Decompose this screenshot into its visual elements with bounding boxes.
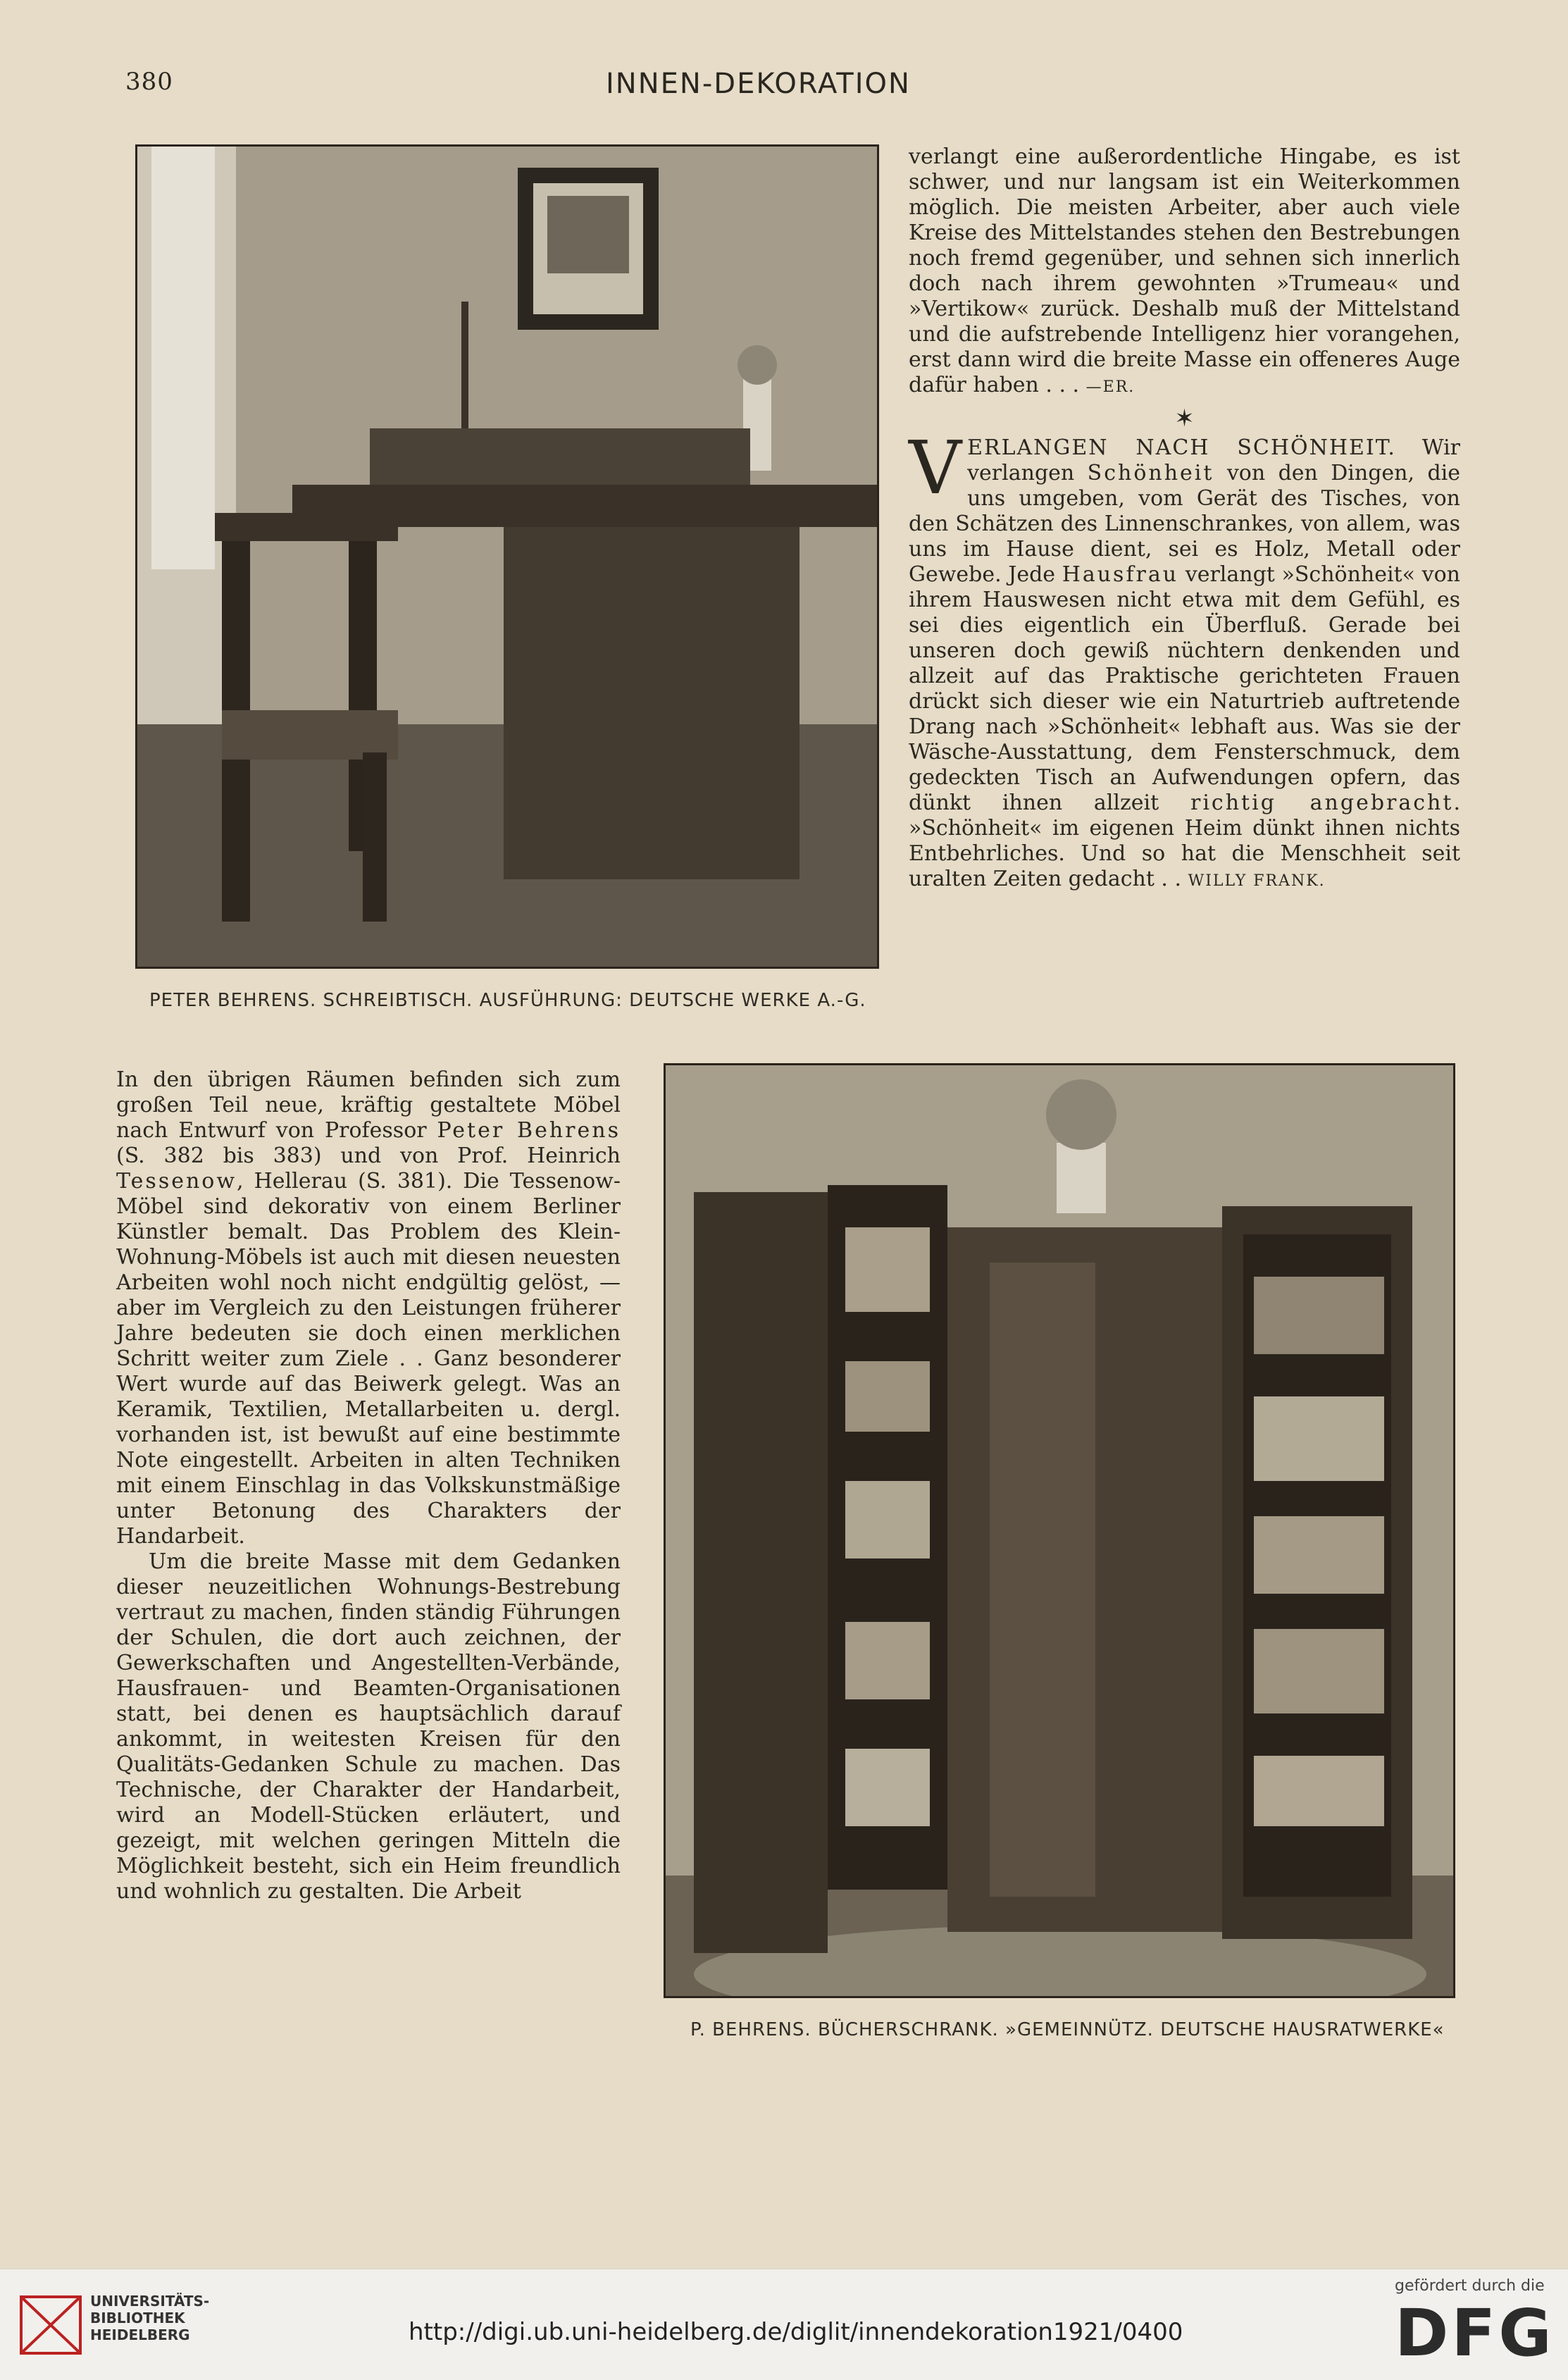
bookcase-caption: P. BEHRENS. BÜCHERSCHRANK. »GEMEINNÜTZ. DEUTSCHE HAUSRATWERKE« (690, 2019, 1445, 2040)
right-column (909, 144, 1460, 894)
section-separator: ✶ (1174, 404, 1195, 433)
running-head: INNEN-DEKORATION (606, 68, 911, 100)
bookcase-photo (664, 1063, 1455, 1998)
drop-cap: V (909, 425, 962, 511)
section-heading: ERLANGEN NACH SCHÖNHEIT. (967, 435, 1396, 460)
paragraph-hingabe: verlangt eine außerordentliche Hingabe, es ist schwer, und nur langsam ist ein Weiterkommen möglich. Die meisten Arbeiter, aber auch viele Kreise des Mittelstandes stehen den Bestrebungen noch fremd gegenüber, und sehnen sich innerlich doch nach ihrem gewohnten »Trumeau« und »Vertikow« zurück. Deshalb muß der Mittelstand und die aufstrebende Intelligenz hier vorangehen, erst dann wird die breite Masse ein offeneres Auge dafür haben . . . —ER. (909, 144, 1460, 397)
page-number: 380 (125, 68, 173, 96)
paragraph-breite-masse: Um die breite Masse mit dem Gedanken dieser neuzeitlichen Wohnungs-Bestrebung vertraut zu machen, finden ständig Führungen der Schulen, die dort auch zeichnen, der Gewerkschaften und Angestellten-Verbände, Hausfrauen- und Beamten-Organisationen statt, bei denen es hauptsächlich darauf ankommt, in weitesten Kreisen für den Qualitäts-Gedanken Schule zu machen. Das Technische, der Charakter der Handarbeit, wird an Modell-Stücken erläutert, und gezeigt, mit welchen geringen Mitteln die Möglichkeit besteht, sich ein Heim freundlich und wohnlich zu gestalten. Die Arbeit (116, 1549, 621, 1904)
paragraph-schoenheit: VERLANGEN NACH SCHÖNHEIT. Wir verlangen Schönheit von den Dingen, die uns umgeben, vom Gerät des Tisches, von den Schätzen des Linnenschrankes, von allem, was uns im Hause dient, sei es Holz, Metall oder Gewebe. Jede Hausfrau verlangt »Schönheit« von ihrem Hauswesen nicht etwa mit dem Gefühl, es sei dies eigentlich ein Überfluß. Gerade bei unseren doch gewiß nüchtern denkenden und allzeit auf das Praktische gerichteten Frauen drückt sich dieser wie ein Naturtrieb auftretende Drang nach »Schönheit« lebhaft aus. Was sie der Wäsche-Ausstattung, dem Fensterschmuck, dem gedeckten Tisch an Aufwendungen opfern, das dünkt ihnen allzeit richtig angebracht. »Schönheit« im eigenen Heim dünkt ihnen nichts Entbehrliches. Und so hat die Menschheit seit uralten Zeiten gedacht . . WILLY FRANK. (909, 425, 1461, 891)
left-column (116, 1067, 621, 1904)
permalink-url[interactable]: http://digi.ub.uni-heidelberg.de/diglit/innendekoration1921/0400 (409, 2318, 1183, 2346)
library-seal-icon (17, 2290, 87, 2360)
library-name: UNIVERSITÄTS- BIBLIOTHEK HEIDELBERG (90, 2293, 210, 2343)
desk-caption: PETER BEHRENS. SCHREIBTISCH. AUSFÜHRUNG: DEUTSCHE WERKE A.-G. (149, 990, 866, 1011)
author-frank: WILLY FRANK. (1188, 872, 1326, 890)
paragraph-raeumen: In den übrigen Räumen befinden sich zum großen Teil neue, kräftig gestaltete Möbel nach Entwurf von Professor Peter Behrens (S. 382 bis 383) und von Prof. Heinrich Tessenow, Hellerau (S. 381). Die Tessenow-Möbel sind dekorativ von einem Berliner Künstler bemalt. Das Problem des Klein-Wohnung-Möbels ist auch mit diesen neuesten Arbeiten wohl noch nicht endgültig gelöst, — aber im Vergleich zu den Leistungen früherer Jahre bedeuten sie doch einen merklichen Schritt weiter zum Ziele . . Ganz besonderer Wert wurde auf das Beiwerk gelegt. Was an Keramik, Textilien, Metallarbeiten u. dergl. vorhanden ist, ist bewußt auf eine bestimmte Note eingestellt. Arbeiten in alten Techniken mit einem Einschlag in das Volkskunstmäßige unter Betonung des Charakters der Handarbeit. (116, 1067, 621, 1549)
dfg-logo: DFG (1395, 2295, 1555, 2371)
funded-by-text: gefördert durch die (1395, 2277, 1545, 2295)
author-er: —ER. (1085, 378, 1135, 396)
desk-photo (135, 144, 879, 969)
